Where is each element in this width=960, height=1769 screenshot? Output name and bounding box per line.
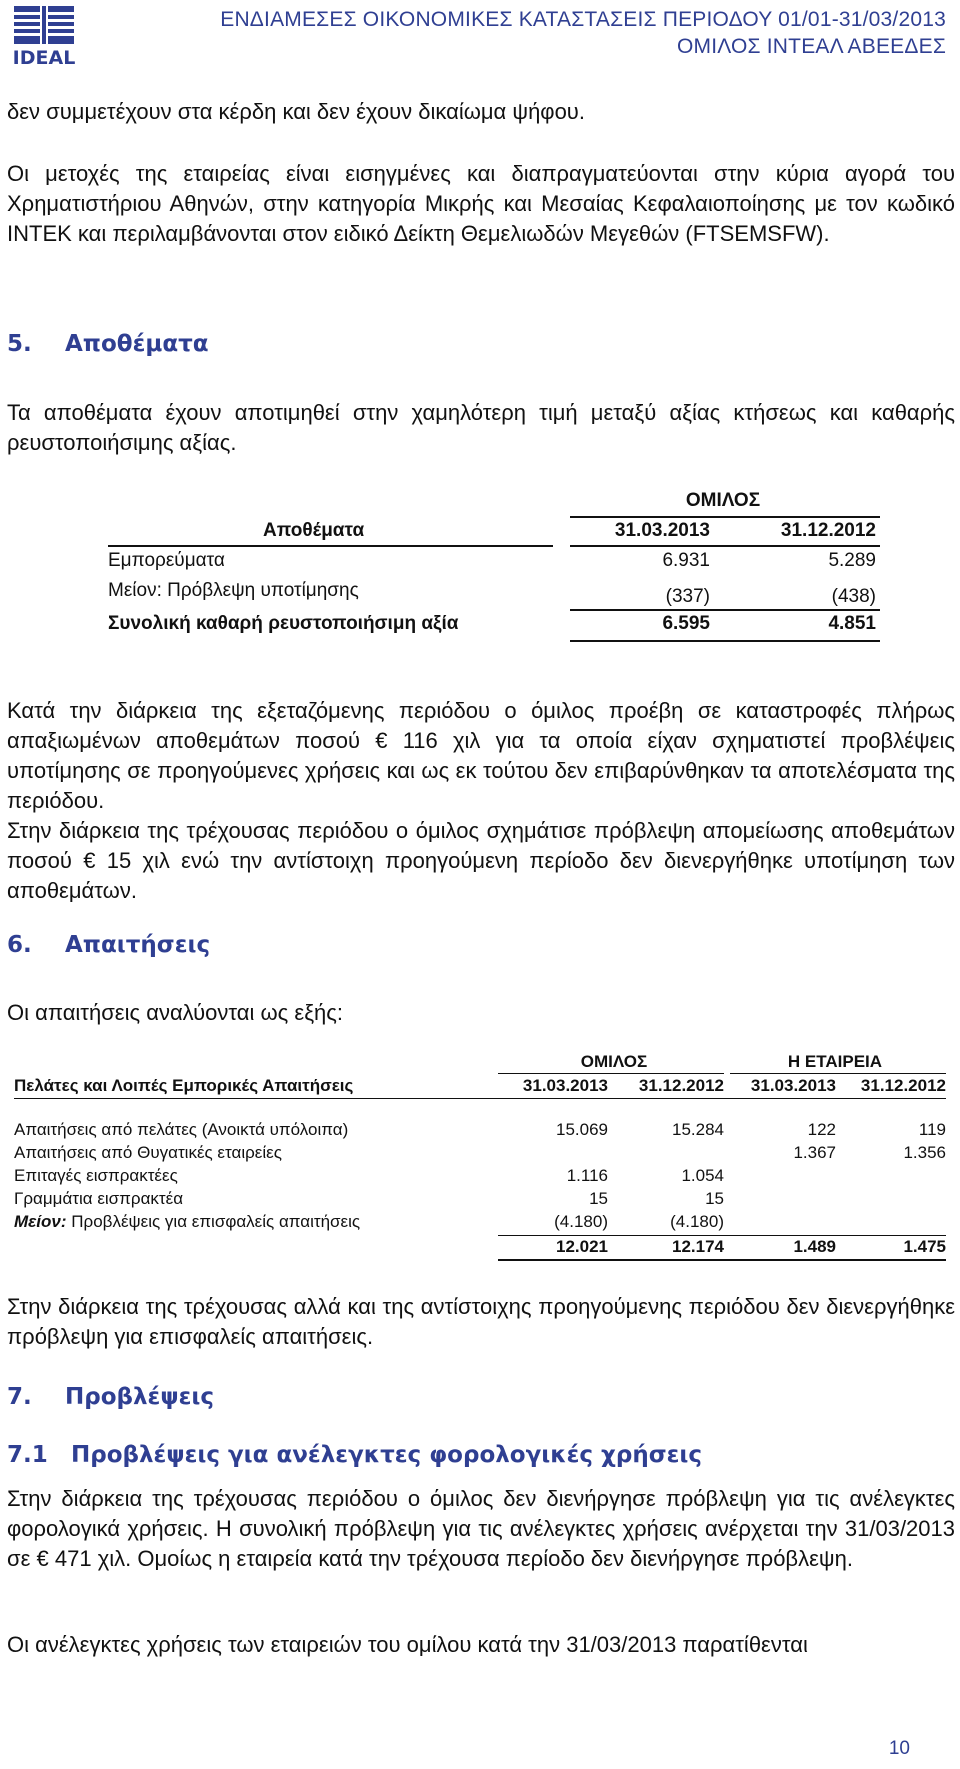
inventory-row-label: Μείον: Πρόβλεψη υποτίμησης [108,580,359,601]
inventory-row-label: Εμπορεύματα [108,550,225,571]
header-line2: ΟΜΙΛΟΣ ΙΝΤΕΑΛ ΑΒΕΕΔΕΣ [676,35,946,58]
text-fragment: Κατά την διάρκεια της εξεταζόμενης περιόδου ο όμιλος προέβη σε καταστροφές πλήρως απαξιωμένων αποθεμάτων ποσού [7,698,955,753]
receivables-value: 15 [589,1189,608,1208]
receivables-row-label-text: Προβλέψεις για επισφαλείς απαιτήσεις [71,1212,361,1231]
receivables-value: 15.284 [672,1120,724,1139]
inventory-row-value: 6.931 [662,550,710,571]
inventory-row-value: 4.851 [828,613,876,634]
divider [108,545,553,547]
receivables-value: 1.116 [566,1166,608,1185]
inventory-row-value: (438) [831,586,876,607]
page-number: 10 [888,1738,910,1759]
divider [570,640,880,642]
divider [498,1259,946,1261]
text-fragment: 15 χιλ ενώ την αντίστοιχη προηγούμενη περίοδο δεν διενεργήθηκε υποτίμηση των αποθεμάτων. [7,848,955,903]
receivables-row [14,1212,944,1234]
less-prefix: Μείον: [14,1212,67,1231]
ideal-logo [6,4,86,68]
receivables-value: (4.180) [554,1212,608,1231]
receivables-row-label: Απαιτήσεις από πελάτες (Ανοικτά υπόλοιπα) [14,1120,349,1139]
receivables-col: 31.03.2013 [522,1076,608,1095]
receivables-group-row [14,1052,944,1074]
euro-symbol: € [83,848,96,873]
section-5-heading [7,331,209,357]
section-7-1-text [7,1484,955,1574]
receivables-row-label: Γραμμάτια εισπρακτέα [14,1189,184,1208]
header-line1: ΕΝΔΙΑΜΕΣΕΣ ΟΙΚΟΝΟΜΙΚΕΣ ΚΑΤΑΣΤΑΣΕΙΣ ΠΕΡΙΟΔΟΥ 01/01-31/03/2013 [220,8,946,31]
receivables-row [14,1166,944,1188]
inventory-row-label: Συνολική καθαρή ρευστοποιήσιμη αξία [108,613,459,634]
inventory-row-value: 5.289 [828,550,876,571]
divider [570,609,880,611]
section-6-title: Απαιτήσεις [65,932,211,958]
receivables-value: 15.069 [556,1120,608,1139]
section-7-heading [7,1384,214,1410]
receivables-row [14,1189,944,1211]
receivables-col: 31.03.2013 [750,1076,836,1095]
header-title [220,6,946,60]
receivables-total: 12.174 [672,1237,724,1256]
svg-text:IDEAL: IDEAL [12,47,76,68]
section-6-number: 6. [7,932,32,958]
receivables-row-label: Επιταγές εισπρακτέες [14,1166,178,1185]
inventory-row [108,550,878,576]
inventory-col2: 31.12.2012 [780,520,876,541]
section-6-text: Οι απαιτήσεις αναλύονται ως εξής: [7,1000,343,1025]
receivables-col: 31.12.2012 [638,1076,724,1095]
last-paragraph: Οι ανέλεγκτες χρήσεις των εταιρειών του ομίλου κατά την 31/03/2013 παρατίθενται [7,1632,808,1657]
receivables-total-row [14,1237,944,1259]
receivables-value: (4.180) [670,1212,724,1231]
euro-symbol: € [375,728,388,753]
section-5-paragraph-a [7,696,955,816]
divider [570,516,880,518]
inventory-header-row [108,520,878,546]
inventory-title: Αποθέματα [263,520,365,541]
paragraph-top2: Οι μετοχές της εταιρείας είναι εισηγμένες και διαπραγματεύονται στην κύρια αγορά του Χρηματιστήριου Αθηνών, στην κατηγορία Μικρής και Μεσαίας Κεφαλαιοποίησης με τον κωδικό INTEK και περιλαμβάνονται στον ειδικό Δείκτη Θεμελιωδών Μεγεθών (FTSEMSFW). [7,161,955,246]
section-7-title: Προβλέψεις [65,1384,214,1410]
receivables-header-row [14,1076,944,1098]
text-fragment: Στην διάρκεια της τρέχουσας περιόδου ο όμιλος σχημάτισε πρόβλεψη απομείωσης αποθεμάτων ποσού [7,818,955,873]
inventory-row-value: 6.595 [662,613,710,634]
receivables-group-etaireia: Η ΕΤΑΙΡΕΙΑ [787,1052,883,1071]
receivables-row [14,1143,944,1165]
receivables-row-label: Απαιτήσεις από Θυγατικές εταιρείες [14,1143,282,1162]
receivables-total: 12.021 [556,1237,608,1256]
inventory-row [108,580,878,606]
section-6-heading [7,932,210,958]
text-fragment: 116 χιλ για τα οποία είχαν σχηματιστεί προβλέψεις υποτίμησης σε προηγούμενες χρήσεις και ως εκ τούτου δεν επιβαρύνθηκαν τα αποτελέσματα της περιόδου. [7,728,955,813]
divider [498,1073,724,1074]
receivables-title: Πελάτες και Λοιπές Εμπορικές Απαιτήσεις [14,1076,354,1095]
receivables-total: 1.489 [793,1237,836,1256]
text-fragment: 471 χιλ. Ομοίως η εταιρεία κατά την τρέχουσα περίοδο δεν διενήργησε πρόβλεψη. [54,1546,853,1571]
receivables-value: 1.054 [681,1166,724,1185]
section-5-number: 5. [7,331,32,357]
paragraph-top1: δεν συμμετέχουν στα κέρδη και δεν έχουν δικαίωμα ψήφου. [7,99,585,124]
receivables-row-label [14,1212,360,1232]
inventory-col1: 31.03.2013 [614,520,710,541]
divider [14,1098,946,1099]
section-6-after-text: Στην διάρκεια της τρέχουσας αλλά και της αντίστοιχης προηγούμενης περιόδου δεν διενεργήθηκε πρόβλεψη για επισφαλείς απαιτήσεις. [7,1294,955,1349]
inventory-row-value: (337) [665,586,710,607]
receivables-value: 15 [705,1189,724,1208]
receivables-total: 1.475 [903,1237,946,1256]
page-header [0,0,960,72]
inventory-group-header: ΟΜΙΛΟΣ [685,490,761,511]
receivables-value: 119 [918,1120,946,1139]
divider [498,1235,946,1236]
section-7-1-number: 7.1 [7,1442,48,1468]
receivables-value: 1.367 [793,1143,836,1162]
receivables-group-omilos: ΟΜΙΛΟΣ [580,1052,648,1071]
text-fragment: Στην διάρκεια της τρέχουσας περιόδου ο όμιλος δεν διενήργησε πρόβλεψη για τις ανέλεγκτες φορολογικά χρήσεις. Η συνολική πρόβλεψη για τις ανέλεγκτες χρήσεις ανέρχεται την 31/03/2013 σε [7,1486,955,1571]
inventory-total-row [108,613,878,639]
euro-symbol: € [36,1546,49,1571]
receivables-value: 1.356 [903,1143,946,1162]
inventory-group-row [108,490,878,516]
receivables-row [14,1120,944,1142]
section-5-paragraph-b [7,816,955,906]
section-5-text: Τα αποθέματα έχουν αποτιμηθεί στην χαμηλότερη τιμή μεταξύ αξίας κτήσεως και καθαρής ρευστοποιήσιμης αξίας. [7,400,955,455]
receivables-col: 31.12.2012 [860,1076,946,1095]
section-5-title: Αποθέματα [65,331,209,357]
divider [730,1073,946,1074]
section-7-number: 7. [7,1384,32,1410]
section-7-1-heading [7,1442,702,1468]
divider [570,545,880,547]
receivables-value: 122 [807,1120,836,1139]
section-7-1-title: Προβλέψεις για ανέλεγκτες φορολογικές χρήσεις [71,1442,703,1468]
